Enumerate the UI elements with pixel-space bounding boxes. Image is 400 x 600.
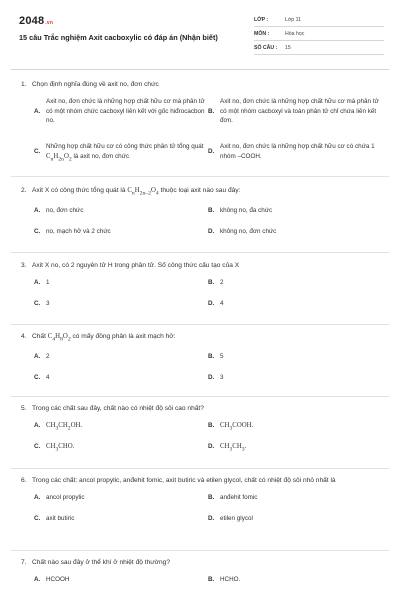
question-number: 3. — [21, 262, 27, 269]
question-divider — [11, 468, 389, 469]
question-divider — [11, 176, 389, 177]
option-text: $CH_3CHO$. — [46, 443, 75, 453]
option-letter: C. — [34, 443, 41, 450]
question-5 — [16, 404, 388, 461]
option-text: $CH_3CH_2OH$. — [46, 422, 83, 432]
option-text: $CH_3CH_3$. — [220, 443, 247, 453]
meta-row-subject — [254, 29, 384, 41]
option-text: HCOOH — [46, 576, 70, 583]
question-divider — [11, 550, 389, 551]
option-letter: C. — [34, 300, 41, 307]
option-a[interactable] — [34, 206, 206, 216]
meta-row-count — [254, 43, 384, 55]
answer-options — [16, 493, 388, 533]
question-7 — [16, 558, 388, 589]
question-divider — [11, 252, 389, 253]
option-d[interactable] — [208, 299, 380, 309]
question-stem — [16, 261, 388, 270]
meta-label: MÔN : — [254, 31, 270, 37]
option-text: ancol propylic — [46, 494, 85, 501]
question-text: Chọn định nghĩa đúng về axit no, đơn chức — [32, 81, 159, 88]
option-b[interactable] — [208, 421, 380, 434]
option-a[interactable] — [34, 97, 206, 126]
option-text: không no, đa chức — [220, 207, 273, 215]
option-text: anđehit fomic — [220, 494, 258, 501]
option-letter: A. — [34, 494, 41, 501]
option-text: etilen glycol — [220, 515, 253, 522]
question-number: 4. — [21, 333, 27, 340]
answer-options — [16, 352, 388, 392]
question-2 — [16, 186, 388, 246]
meta-value: Hóa học — [285, 31, 305, 37]
option-letter: D. — [208, 374, 215, 382]
option-c[interactable] — [34, 514, 206, 524]
option-letter: D. — [208, 300, 215, 307]
question-stem — [16, 558, 388, 567]
option-b[interactable] — [208, 352, 380, 362]
option-b[interactable] — [208, 493, 380, 503]
question-text: Trong các chất sau đây, chất nào có nhiệt độ sôi cao nhất? — [32, 405, 204, 412]
answer-options — [16, 575, 388, 589]
option-text: Axit no, đơn chức là những hợp chất hữu cơ mà phân tử có một nhóm cacboxyl và toàn phân tử chỉ chứa liên kết đơn. — [220, 98, 379, 124]
header-divider — [11, 69, 389, 70]
option-text: 5 — [220, 353, 224, 361]
option-letter: C. — [34, 515, 41, 522]
option-a[interactable] — [34, 575, 206, 585]
option-text: no, mạch hở và 2 chức — [46, 228, 111, 236]
logo-text: 2048 — [19, 15, 45, 27]
option-text: no, đơn chức — [46, 207, 84, 215]
option-text: 4 — [220, 300, 224, 307]
document-title: 15 câu Trắc nghiệm Axit cacboxylic có đáp án (Nhận biết) — [19, 33, 218, 42]
option-letter: A. — [34, 107, 41, 115]
option-text: không no, đơn chức — [220, 228, 277, 236]
document-meta — [254, 15, 384, 57]
answer-options — [16, 206, 388, 246]
option-c[interactable] — [34, 442, 206, 455]
logo-suffix: .vn — [45, 20, 54, 26]
option-c[interactable] — [34, 142, 206, 164]
option-b[interactable] — [208, 97, 380, 126]
answer-options — [16, 421, 388, 461]
option-letter: B. — [208, 494, 215, 501]
meta-value: Lớp 11 — [285, 17, 301, 23]
question-stem — [16, 404, 388, 413]
option-letter: B. — [208, 576, 215, 583]
option-b[interactable] — [208, 278, 380, 288]
option-text: 1 — [46, 279, 50, 286]
option-letter: A. — [34, 576, 41, 583]
option-letter: D. — [208, 515, 215, 522]
option-text: 3 — [46, 300, 50, 307]
option-c[interactable] — [34, 299, 206, 309]
option-text: Axit no, đơn chức là những hợp chất hữu cơ mà phân tử có một nhóm chức cacboxyl liên kết với gốc hiđrocacbon no. — [46, 98, 205, 124]
question-text: Chất $C_4H_8O_2$ có mấy đồng phân là axit mạch hở: — [32, 333, 176, 343]
question-divider — [11, 324, 389, 325]
option-letter: B. — [208, 107, 215, 115]
question-3 — [16, 261, 388, 318]
option-text: 4 — [46, 374, 50, 382]
meta-label: SỐ CÂU : — [254, 45, 278, 51]
option-text: Những hợp chất hữu cơ có công thức phân tử tổng quát $C_nH_{2n}O_2$ là axit no, đơn chức — [46, 143, 204, 162]
answer-options — [16, 278, 388, 318]
option-letter: B. — [208, 207, 215, 215]
option-letter: B. — [208, 279, 215, 286]
option-letter: B. — [208, 422, 215, 429]
option-letter: D. — [208, 148, 215, 155]
option-letter: B. — [208, 353, 215, 361]
option-letter: A. — [34, 207, 41, 215]
question-text: Axit X no, có 2 nguyên tử H trong phân tử. Số công thức cấu tạo của X — [32, 262, 240, 269]
option-text: $CH_3COOH$. — [220, 422, 254, 432]
option-d[interactable] — [208, 142, 380, 161]
question-number: 6. — [21, 477, 27, 484]
option-a[interactable] — [34, 421, 206, 434]
meta-value: 15 — [285, 45, 291, 51]
option-letter: D. — [208, 228, 215, 236]
question-stem — [16, 186, 388, 198]
option-d[interactable] — [208, 227, 380, 237]
document-header — [0, 0, 400, 66]
question-text: Chất nào sau đây ở thể khí ở nhiệt độ thường? — [32, 559, 170, 566]
question-number: 5. — [21, 405, 27, 412]
option-letter: A. — [34, 353, 41, 361]
answer-options — [16, 97, 388, 183]
option-text: Axit no, đơn chức là những hợp chất hữu cơ có chứa 1 nhóm –COOH. — [220, 143, 375, 160]
option-letter: D. — [208, 443, 215, 450]
option-text: 3 — [220, 374, 224, 382]
option-a[interactable] — [34, 352, 206, 362]
question-stem — [16, 332, 388, 344]
question-text: Axit X có công thức tổng quát là $C_nH_{2n-2}O_4$ thuộc loại axit nào sau đây: — [32, 187, 241, 197]
option-a[interactable] — [34, 493, 206, 503]
question-stem — [16, 476, 388, 485]
option-letter: A. — [34, 279, 41, 286]
option-letter: A. — [34, 422, 41, 429]
option-text: 2 — [220, 279, 224, 286]
question-6 — [16, 476, 388, 533]
option-d[interactable] — [208, 442, 380, 455]
question-1 — [16, 80, 388, 183]
option-text: 2 — [46, 353, 50, 361]
question-number: 1. — [21, 81, 27, 88]
option-letter: C. — [34, 228, 41, 236]
option-b[interactable] — [208, 206, 380, 216]
option-text: axit butiric — [46, 515, 75, 522]
option-letter: C. — [34, 374, 41, 382]
site-logo[interactable] — [19, 15, 53, 27]
question-number: 7. — [21, 559, 27, 566]
meta-label: LỚP : — [254, 17, 269, 23]
option-d[interactable] — [208, 514, 380, 524]
question-stem — [16, 80, 388, 89]
option-text: HCHO. — [220, 576, 241, 583]
option-c[interactable] — [34, 373, 206, 383]
question-4 — [16, 332, 388, 392]
option-letter: C. — [34, 148, 41, 155]
meta-row-class — [254, 15, 384, 27]
option-d[interactable] — [208, 373, 380, 383]
option-a[interactable] — [34, 278, 206, 288]
option-c[interactable] — [34, 227, 206, 237]
question-number: 2. — [21, 187, 27, 194]
option-b[interactable] — [208, 575, 380, 585]
question-text: Trong các chất: ancol propylic, anđehit fomic, axit butiric và etilen glycol, chất có nhiệt độ sôi nhỏ nhất là — [32, 477, 336, 484]
question-divider — [11, 396, 389, 397]
